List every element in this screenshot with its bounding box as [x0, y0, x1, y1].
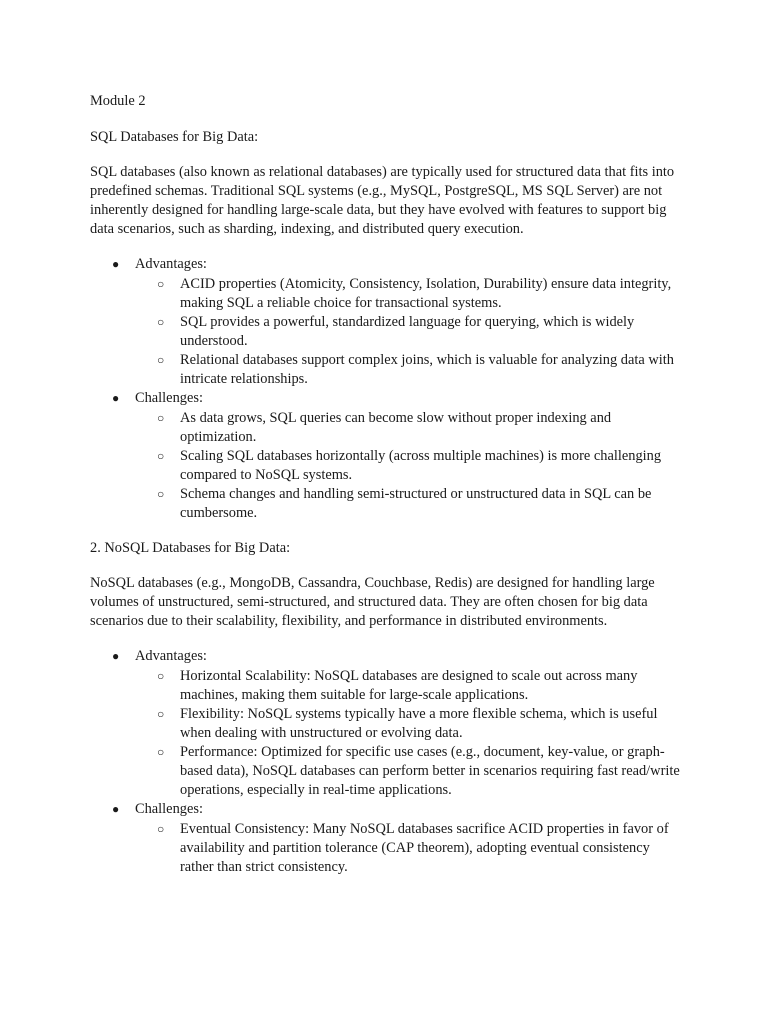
- list-item-text: Performance: Optimized for specific use cases (e.g., document, key-value, or graph-based data), NoSQL databases can perform better in scenarios requiring fast read/write operations, especially in real-time applications.: [180, 744, 680, 798]
- section-1-heading: SQL Databases for Big Data:: [90, 129, 259, 145]
- hollow-bullet-icon: ○: [157, 487, 165, 501]
- list-item: [135, 275, 690, 313]
- hollow-bullet-icon: ○: [157, 707, 165, 721]
- list-item-text: Scaling SQL databases horizontally (across multiple machines) is more challenging compared to NoSQL systems.: [180, 448, 662, 483]
- list-item: [135, 447, 690, 485]
- challenges-label: Challenges:: [135, 801, 203, 817]
- challenges-label: Challenges:: [135, 390, 203, 406]
- section-2-list: [90, 647, 690, 877]
- section-1-challenges-list: [135, 409, 690, 523]
- advantages-label: Advantages:: [135, 256, 207, 272]
- section-1-advantages-item: [90, 255, 690, 389]
- section-1-paragraph: SQL databases (also known as relational databases) are typically used for structured data that fits into predefined schemas. Traditional SQL systems (e.g., MySQL, PostgreSQL, MS SQL Server) are not inherently designed for handling large-scale data, but they have evolved with features to support big data scenarios, such as sharding, indexing, and distributed query execution.: [90, 164, 675, 237]
- list-item: [135, 667, 690, 705]
- list-item-text: Schema changes and handling semi-structured or unstructured data in SQL can be cumbersome.: [180, 486, 652, 521]
- module-title: Module 2: [90, 93, 146, 109]
- section-1-list: [90, 255, 690, 523]
- hollow-bullet-icon: ○: [157, 411, 165, 425]
- list-item-text: As data grows, SQL queries can become slow without proper indexing and optimization.: [180, 410, 612, 445]
- hollow-bullet-icon: ○: [157, 822, 165, 836]
- filled-bullet-icon: ●: [112, 802, 120, 816]
- hollow-bullet-icon: ○: [157, 353, 165, 367]
- filled-bullet-icon: ●: [112, 649, 120, 663]
- list-item: [135, 820, 690, 877]
- list-item: [135, 351, 690, 389]
- document-page: [90, 92, 690, 877]
- section-2-challenges-list: [135, 820, 690, 877]
- list-item: [135, 485, 690, 523]
- filled-bullet-icon: ●: [112, 257, 120, 271]
- section-2-advantages-item: [90, 647, 690, 800]
- list-item: [135, 705, 690, 743]
- list-item: [135, 743, 690, 800]
- section-1-advantages-list: [135, 275, 690, 389]
- hollow-bullet-icon: ○: [157, 315, 165, 329]
- list-item-text: Horizontal Scalability: NoSQL databases are designed to scale out across many machines, making them suitable for large-scale applications.: [180, 668, 638, 703]
- list-item-text: ACID properties (Atomicity, Consistency, Isolation, Durability) ensure data integrity, making SQL a reliable choice for transactional systems.: [180, 276, 672, 311]
- section-2-heading: 2. NoSQL Databases for Big Data:: [90, 540, 291, 556]
- list-item-text: SQL provides a powerful, standardized language for querying, which is widely understood.: [180, 314, 635, 349]
- list-item-text: Flexibility: NoSQL systems typically have a more flexible schema, which is useful when dealing with unstructured or evolving data.: [180, 706, 658, 741]
- list-item-text: Relational databases support complex joins, which is valuable for analyzing data with intricate relationships.: [180, 352, 674, 387]
- list-item: [135, 409, 690, 447]
- section-2-challenges-item: [90, 800, 690, 877]
- hollow-bullet-icon: ○: [157, 449, 165, 463]
- hollow-bullet-icon: ○: [157, 277, 165, 291]
- section-2-advantages-list: [135, 667, 690, 800]
- list-item: [135, 313, 690, 351]
- filled-bullet-icon: ●: [112, 391, 120, 405]
- advantages-label: Advantages:: [135, 648, 207, 664]
- list-item-text: Eventual Consistency: Many NoSQL databases sacrifice ACID properties in favor of availability and partition tolerance (CAP theorem), adopting eventual consistency rather than strict consistency.: [180, 821, 669, 875]
- hollow-bullet-icon: ○: [157, 745, 165, 759]
- hollow-bullet-icon: ○: [157, 669, 165, 683]
- section-1-challenges-item: [90, 389, 690, 523]
- section-2-paragraph: NoSQL databases (e.g., MongoDB, Cassandra, Couchbase, Redis) are designed for handling large volumes of unstructured, semi-structured, and structured data. They are often chosen for big data scenarios due to their scalability, flexibility, and performance in distributed environments.: [90, 575, 655, 629]
